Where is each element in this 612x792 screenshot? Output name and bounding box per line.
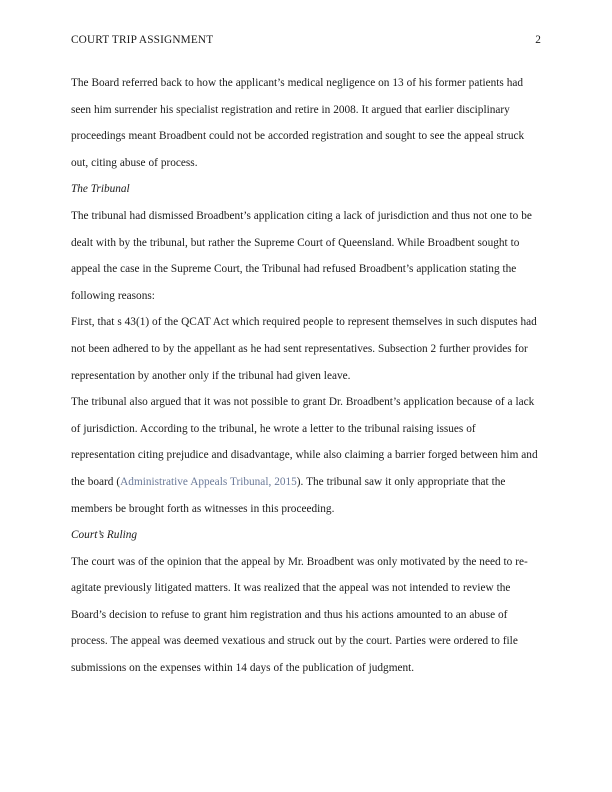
paragraph-tribunal-dismissal: The tribunal had dismissed Broadbent’s application citing a lack of jurisdiction and thus not one to be dealt with by the tribunal, but rather the Supreme Court of Queensland. While Broadbent sought to appeal the case in the Supreme Court, the Tribunal had refused Broadbent’s application stating the following reasons:: [71, 209, 532, 302]
document-body: [71, 70, 541, 682]
paragraph-qcat-act: First, that s 43(1) of the QCAT Act which required people to represent themselves in such disputes had not been adhered to by the appellant as he had sent representatives. Subsection 2 further provides for representation by another only if the tribunal had given leave.: [71, 316, 537, 382]
paragraph-text-before-citation: The tribunal also argued that it was not possible to grant Dr. Broadbent’s application because of a lack of jurisdiction. According to the tribunal, he wrote a letter to the tribunal raising issues of representation citing prejudice and disadvantage, while also claiming a barrier forged between him and the board (: [71, 396, 538, 488]
paragraph-court-opinion: The court was of the opinion that the appeal by Mr. Broadbent was only motivated by the need to re-agitate previously litigated matters. It was realized that the appeal was not intended to review the Board’s decision to refuse to grant him registration and thus his actions amounted to an abuse of process. The appeal was deemed vexatious and struck out by the court. Parties were ordered to file submissions on the expenses within 14 days of the publication of judgment.: [71, 555, 528, 675]
paragraph-text-after-citation: ). The tribunal saw it only appropriate that the members be brought forth as witnesses in this proceeding.: [71, 475, 506, 515]
citation-administrative-appeals-tribunal: Administrative Appeals Tribunal, 2015: [120, 475, 297, 488]
paragraph-board-referral: The Board referred back to how the applicant’s medical negligence on 13 of his former patients had seen him surrender his specialist registration and retire in 2008. It argued that earlier disciplinary proceedings meant Broadbent could not be accorded registration and sought to see the appeal struck out, citing abuse of process.: [71, 77, 525, 169]
page-number: 2: [535, 34, 541, 46]
section-heading-the-tribunal: The Tribunal: [71, 183, 130, 196]
section-heading-courts-ruling: Court’s Ruling: [71, 529, 138, 542]
page-header: [71, 34, 541, 46]
paragraph-tribunal-jurisdiction: [71, 389, 541, 522]
header-title: COURT TRIP ASSIGNMENT: [71, 34, 214, 46]
